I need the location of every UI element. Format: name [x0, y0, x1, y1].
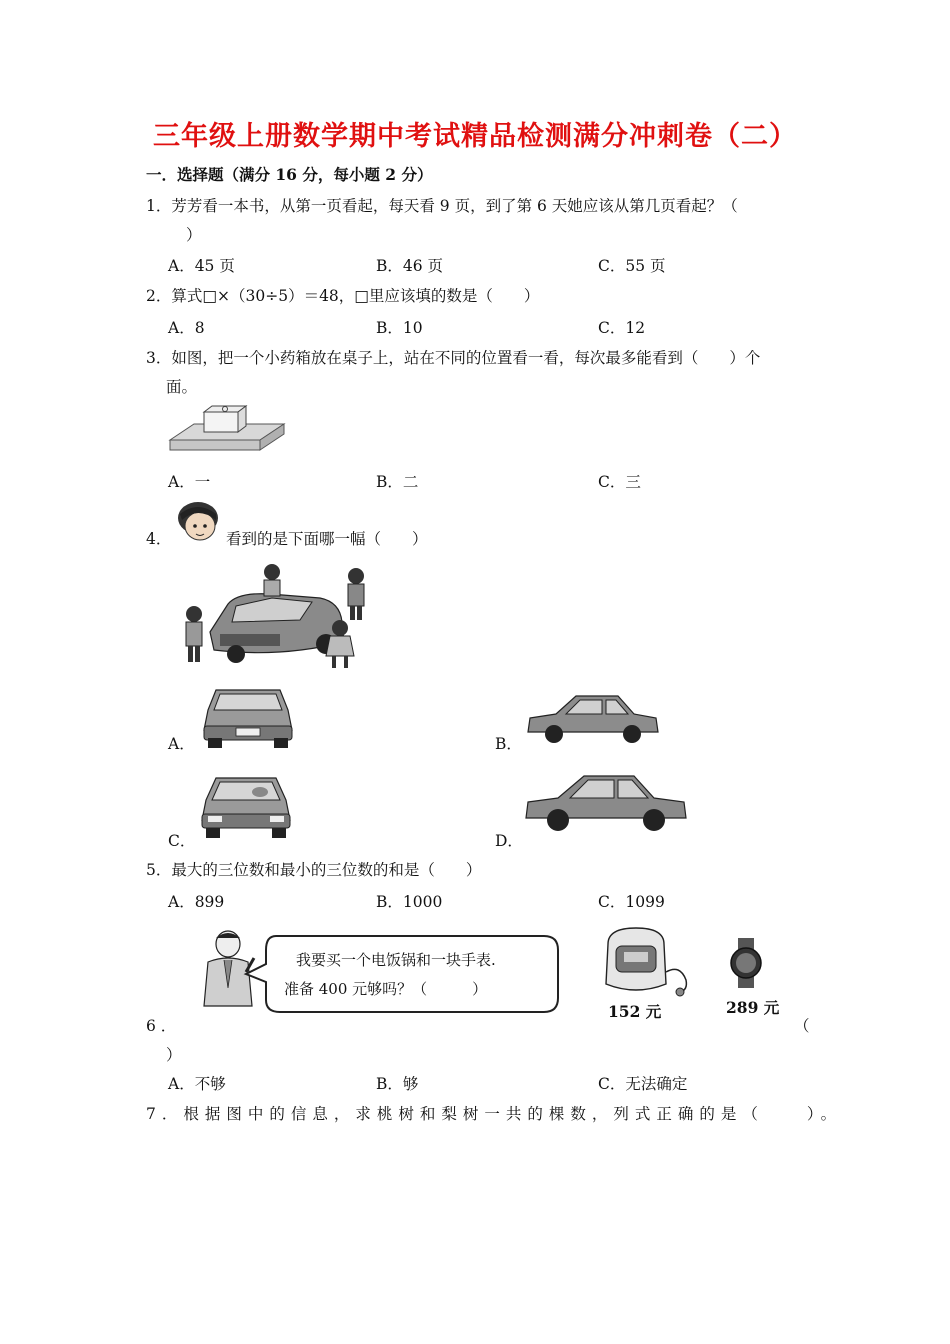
medicine-box-on-table-image: [168, 404, 286, 456]
q3-option-b: B．二: [376, 473, 419, 491]
q1-option-a: A．45 页: [168, 257, 235, 275]
car-side-view-small-image: [526, 690, 660, 746]
q2-option-a: A．8: [168, 319, 205, 337]
q6-option-c: C．无法确定: [598, 1075, 688, 1093]
rice-cooker-price: 152 元: [608, 1002, 662, 1021]
q2-option-c: C．12: [598, 319, 646, 337]
page-title: 三年级上册数学期中考试精品检测满分冲刺卷（二）: [153, 121, 797, 152]
watch-price: 289 元: [726, 998, 780, 1017]
q5-option-b: B．1000: [376, 893, 443, 911]
q4-option-c: C．: [168, 832, 196, 850]
speech-bubble-line-2: 准备 400 元够吗？（ ）: [284, 980, 488, 998]
man-with-speech-bubble-image: [196, 928, 566, 1020]
rice-cooker-image: [602, 924, 702, 998]
children-around-car-image: [180, 562, 380, 674]
q3-option-c: C．三: [598, 473, 641, 491]
speech-bubble-line-1: 我要买一个电饭锅和一块手表.: [296, 951, 496, 969]
question-1-text: 1．芳芳看一本书，从第一页看起，每天看 9 页，到了第 6 天她应该从第几页看起？（: [146, 197, 738, 215]
watch-image: [726, 938, 766, 988]
question-4-number: 4．: [146, 530, 172, 548]
question-6-paren-open: （: [794, 1017, 810, 1035]
car-side-view-large-image: [524, 770, 688, 834]
question-3-text-cont: 面。: [166, 378, 198, 396]
q4-option-b: B．: [495, 735, 522, 753]
question-1-paren: ）: [186, 226, 202, 244]
q6-option-a: A．不够: [168, 1075, 226, 1093]
car-front-view-image: [198, 774, 294, 840]
girl-head-image: [172, 500, 224, 546]
q6-option-b: B．够: [376, 1075, 419, 1093]
question-2-text: 2．算式□×（30÷5）＝48，□里应该填的数是（ ）: [146, 287, 540, 305]
q4-option-d: D．: [495, 832, 523, 850]
question-5-text: 5．最大的三位数和最小的三位数的和是（ ）: [146, 861, 482, 879]
q1-option-b: B．46 页: [376, 257, 444, 275]
question-3-text: 3．如图，把一个小药箱放在桌子上，站在不同的位置看一看，每次最多能看到（ ）个: [146, 349, 761, 367]
question-4-text: 看到的是下面哪一幅（ ）: [226, 530, 428, 548]
q1-option-c: C．55 页: [598, 257, 666, 275]
q5-option-a: A．899: [168, 893, 225, 911]
question-6-paren-close: ）: [166, 1046, 182, 1064]
question-6-number: 6 ．: [146, 1017, 177, 1035]
question-7-text: 7．根据图中的信息，求桃树和梨树一共的棵数，列式正确的是（ ）。: [146, 1105, 843, 1123]
q2-option-b: B．10: [376, 319, 423, 337]
q5-option-c: C．1099: [598, 893, 665, 911]
section-heading: 一．选择题（满分 16 分，每小题 2 分）: [146, 165, 433, 184]
q4-option-a: A．: [168, 735, 195, 753]
car-rear-view-image: [200, 686, 296, 750]
q3-option-a: A．一: [168, 473, 211, 491]
